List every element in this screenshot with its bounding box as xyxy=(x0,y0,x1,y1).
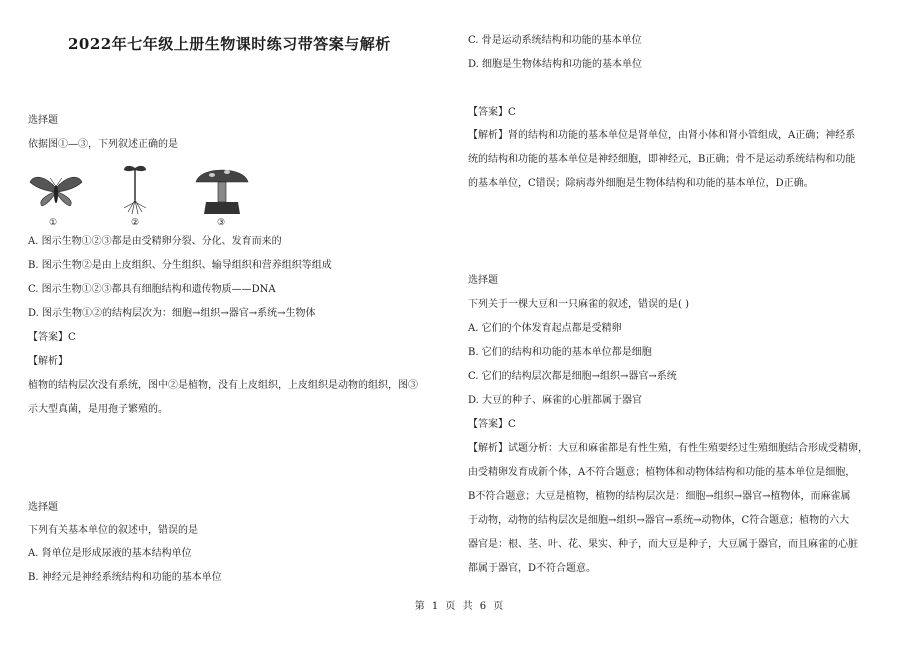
q3-option-a: A. 它们的个体发育起点都是受精卵 xyxy=(468,323,622,334)
q2-stem: 下列有关基本单位的叙述中，错误的是 xyxy=(28,525,198,536)
q1-type: 选择题 xyxy=(28,115,58,126)
q3-analysis-line-6: 都属于器官，D不符合题意。 xyxy=(468,563,597,574)
q1-option-c: C. 图示生物①②③都具有细胞结构和遗传物质——DNA xyxy=(28,284,276,295)
q1-analysis-line-1: 植物的结构层次没有系统，图中②是植物，没有上皮组织，上皮组织是动物的组织，图③ xyxy=(28,380,418,391)
q2-option-c: C. 骨是运动系统结构和功能的基本单位 xyxy=(468,35,642,46)
moth-figure xyxy=(28,168,84,218)
q2-analysis-line-1: 【解析】肾的结构和功能的基本单位是肾单位，由肾小体和肾小管组成，A正确；神经系 xyxy=(468,130,856,141)
q3-analysis-line-3: B不符合题意；大豆是植物，植物的结构层次是：细胞→组织→器官→植物体，而麻雀属 xyxy=(468,491,851,502)
q2-option-b: B. 神经元是神经系统结构和功能的基本单位 xyxy=(28,572,222,583)
q2-option-a: A. 肾单位是形成尿液的基本结构单位 xyxy=(28,548,192,559)
q1-figures xyxy=(28,168,258,230)
q3-option-c: C. 它们的结构层次都是细胞→组织→器官→系统 xyxy=(468,371,677,382)
page-title: 2022年七年级上册生物课时练习带答案与解析 xyxy=(68,35,391,53)
q3-option-d: D. 大豆的种子、麻雀的心脏都属于器官 xyxy=(468,395,643,406)
q3-analysis-line-5: 器官是：根、茎、叶、花、果实、种子，而大豆是种子，大豆属于器官，而且麻雀的心脏 xyxy=(468,539,858,550)
q2-analysis-line-2: 统的结构和功能的基本单位是神经细胞，即神经元，B正确；骨不是运动系统结构和功能 xyxy=(468,154,856,165)
q2-option-d: D. 细胞是生物体结构和功能的基本单位 xyxy=(468,59,643,70)
q1-analysis-line-2: 示大型真菌，是用孢子繁殖的。 xyxy=(28,404,168,415)
q2-type: 选择题 xyxy=(28,502,58,513)
page-footer: 第 1 页 共 6 页 xyxy=(414,601,506,612)
q2-answer: 【答案】C xyxy=(468,107,516,118)
q1-answer: 【答案】C xyxy=(28,332,76,343)
mushroom-figure xyxy=(192,160,252,218)
plant-figure xyxy=(120,162,150,218)
q3-analysis-line-2: 由受精卵发育成新个体，A不符合题意；植物体和动物体结构和功能的基本单位是细胞， xyxy=(468,467,856,478)
q3-answer: 【答案】C xyxy=(468,419,516,430)
figure-label-2: ② xyxy=(131,218,140,228)
q3-analysis-line-4: 于动物，动物的结构层次是细胞→组织→器官→系统→动物体，C符合题意；植物的六大 xyxy=(468,515,850,526)
q1-stem: 依据图①—③，下列叙述正确的是 xyxy=(28,139,178,150)
q2-analysis-line-3: 的基本单位，C错误；除病毒外细胞是生物体结构和功能的基本单位，D正确。 xyxy=(468,178,814,189)
q1-option-b: B. 图示生物②是由上皮组织、分生组织、输导组织和营养组织等组成 xyxy=(28,260,332,271)
q1-option-a: A. 图示生物①②③都是由受精卵分裂、分化、发育而来的 xyxy=(28,236,282,247)
q3-type: 选择题 xyxy=(468,275,498,286)
q1-option-d: D. 图示生物①②的结构层次为：细胞→组织→器官→系统→生物体 xyxy=(28,308,316,319)
figure-label-3: ③ xyxy=(217,218,226,228)
figure-label-1: ① xyxy=(49,218,58,228)
q3-option-b: B. 它们的结构和功能的基本单位都是细胞 xyxy=(468,347,652,358)
q1-analysis-label: 【解析】 xyxy=(28,356,68,367)
q3-analysis-line-1: 【解析】试题分析：大豆和麻雀都是有性生殖，有性生殖要经过生殖细胞结合形成受精卵， xyxy=(468,443,868,454)
q3-stem: 下列关于一棵大豆和一只麻雀的叙述，错误的是( ) xyxy=(468,299,689,310)
